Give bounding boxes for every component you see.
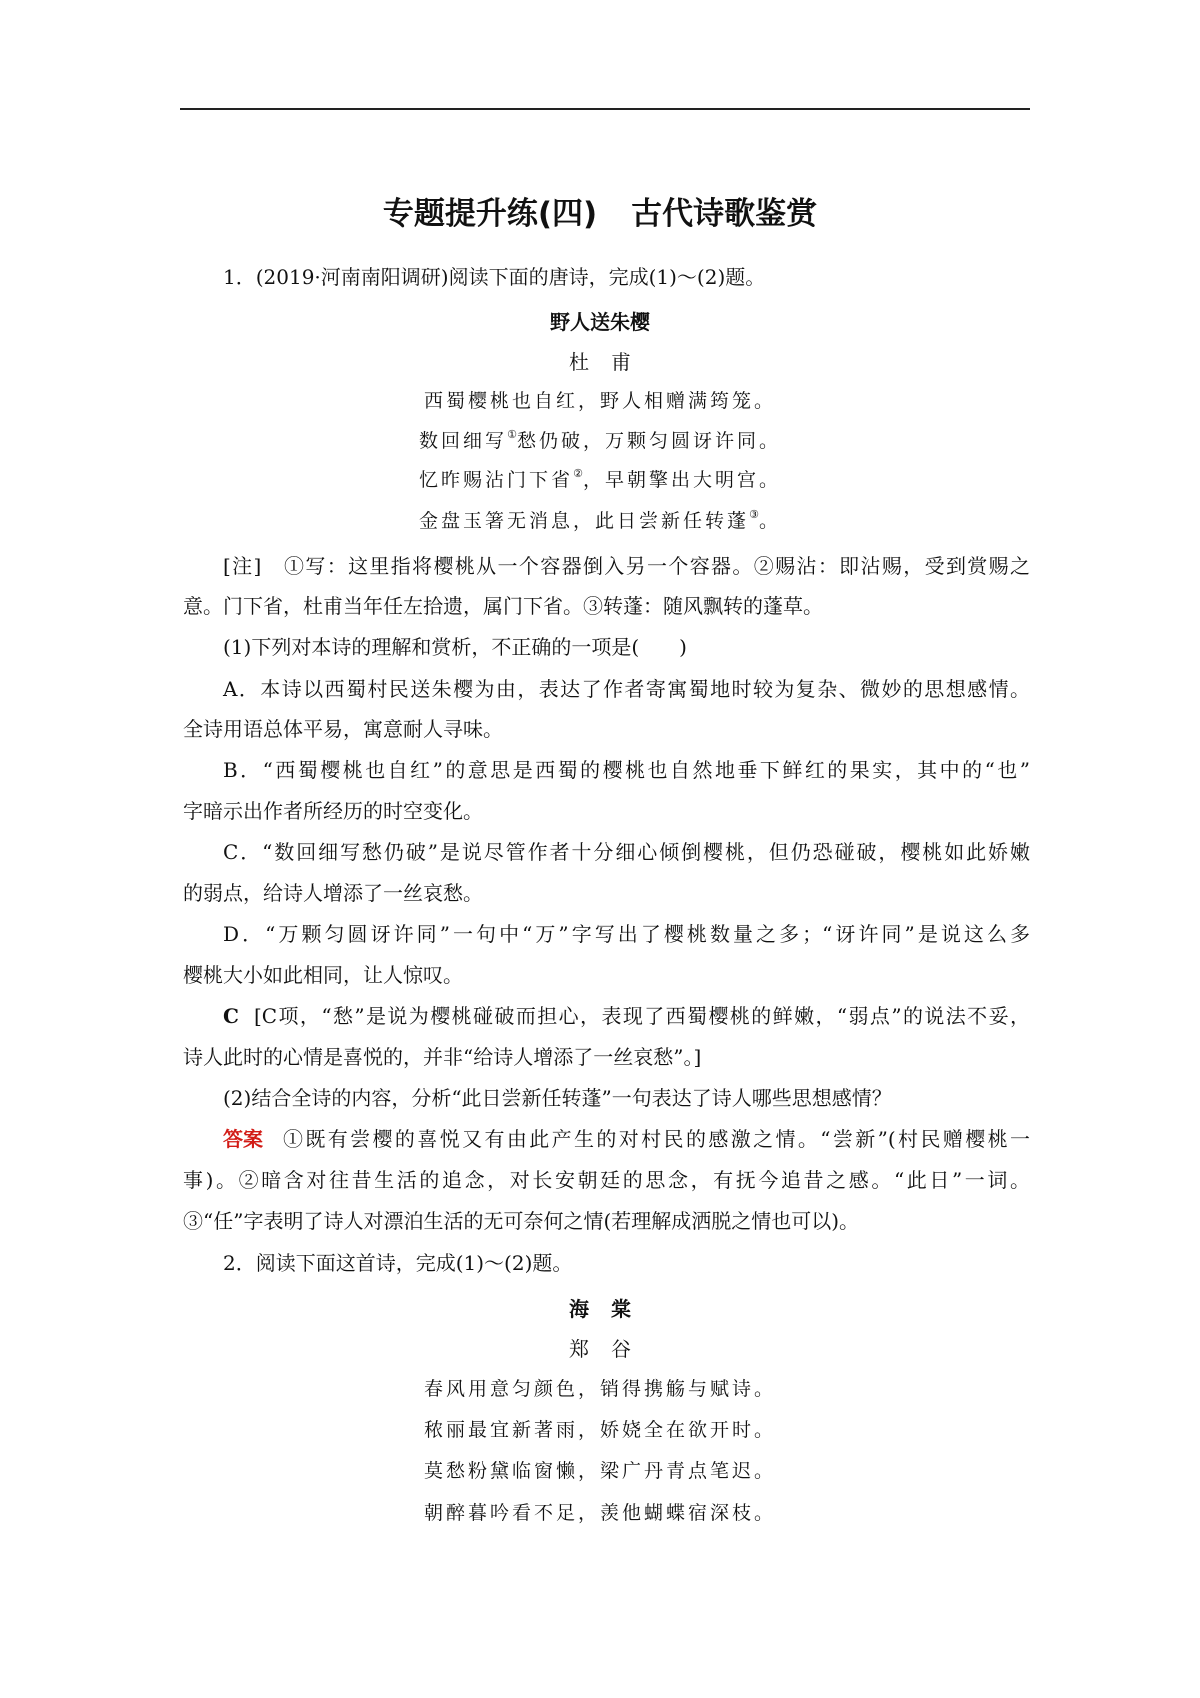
q1-answer-text: 事)。②暗含对往昔生活的追念，对长安朝廷的思念，有抚今追昔之感。“此日”一词。 bbox=[183, 1168, 1030, 1192]
footnote-marker: ③ bbox=[749, 508, 759, 521]
q1-note: 意。门下省，杜甫当年任左拾遗，属门下省。③转蓬：随风飘转的蓬草。 bbox=[183, 594, 823, 618]
q2-poem-line: 莫愁粉黛临窗懒，梁广丹青点笔迟。 bbox=[423, 1460, 776, 1482]
q2-poem-line: 春风用意匀颜色，销得携觞与赋诗。 bbox=[423, 1378, 776, 1400]
q1-answer-text: ①既有尝樱的喜悦又有由此产生的对村民的感激之情。“尝新”(村民赠樱桃一 bbox=[283, 1127, 1030, 1151]
answer-label: 答案 bbox=[223, 1127, 263, 1151]
q1-intro: 1．(2019·河南南阳调研)阅读下面的唐诗，完成(1)～(2)题。 bbox=[223, 265, 766, 289]
q2-poem-title: 海棠 bbox=[569, 1297, 653, 1321]
q1-poem-title: 野人送朱樱 bbox=[550, 310, 650, 334]
q1-option-b: 字暗示出作者所经历的时空变化。 bbox=[183, 799, 483, 823]
q1-poem-line: 西蜀樱桃也自红，野人相赠满筠笼。 bbox=[423, 390, 776, 412]
q1-poem-line: 数回细写①愁仍破，万颗匀圆讶许同。 bbox=[419, 428, 781, 452]
q1-option-b: B．“西蜀樱桃也自红”的意思是西蜀的樱桃也自然地垂下鲜红的果实，其中的“也” bbox=[223, 758, 1030, 782]
q1-poem-author: 杜甫 bbox=[569, 350, 653, 374]
q1-option-c: C．“数回细写愁仍破”是说尽管作者十分细心倾倒樱桃，但仍恐碰破，樱桃如此娇嫩 bbox=[223, 840, 1030, 864]
q1-sub1: (1)下列对本诗的理解和赏析，不正确的一项是( ) bbox=[223, 635, 687, 659]
q1-option-a: A．本诗以西蜀村民送朱樱为由，表达了作者寄寓蜀地时较为复杂、微妙的思想感情。 bbox=[223, 677, 1030, 701]
q1-option-d: 樱桃大小如此相同，让人惊叹。 bbox=[183, 963, 463, 987]
q1-answer-letter: C bbox=[223, 1004, 239, 1028]
q2-intro: 2．阅读下面这首诗，完成(1)～(2)题。 bbox=[223, 1251, 573, 1275]
q2-poem-line: 朝醉暮吟看不足，羡他蝴蝶宿深枝。 bbox=[423, 1502, 776, 1524]
q1-poem-line: 忆昨赐沾门下省②，早朝擎出大明宫。 bbox=[419, 467, 781, 491]
q1-option-c: 的弱点，给诗人增添了一丝哀愁。 bbox=[183, 881, 483, 905]
footnote-marker: ② bbox=[573, 467, 583, 480]
q1-note: [注] ①写：这里指将樱桃从一个容器倒入另一个容器。②赐沾：即沾赐，受到赏赐之 bbox=[223, 554, 1030, 578]
q1-sub2: (2)结合全诗的内容，分析“此日尝新任转蓬”一句表达了诗人哪些思想感情？ bbox=[223, 1086, 892, 1110]
q1-poem-line: 金盘玉箸无消息，此日尝新任转蓬③。 bbox=[419, 508, 781, 532]
q1-option-d: D．“万颗匀圆讶许同”一句中“万”字写出了樱桃数量之多；“讶许同”是说这么多 bbox=[223, 922, 1030, 946]
q1-option-a: 全诗用语总体平易，寓意耐人寻味。 bbox=[183, 717, 503, 741]
page-title: 专题提升练(四) 古代诗歌鉴赏 bbox=[382, 196, 818, 232]
q1-answer-explanation: [C项，“愁”是说为樱桃碰破而担心，表现了西蜀樱桃的鲜嫩，“弱点”的说法不妥， bbox=[254, 1004, 1030, 1028]
footnote-marker: ① bbox=[507, 428, 517, 441]
q1-answer-text: ③“任”字表明了诗人对漂泊生活的无可奈何之情(若理解成洒脱之情也可以)。 bbox=[183, 1209, 860, 1233]
q2-poem-author: 郑谷 bbox=[569, 1337, 653, 1361]
q1-answer-explanation: 诗人此时的心情是喜悦的，并非“给诗人增添了一丝哀愁”。] bbox=[183, 1045, 702, 1069]
header-rule bbox=[180, 108, 1030, 110]
q2-poem-line: 秾丽最宜新著雨，娇娆全在欲开时。 bbox=[423, 1419, 776, 1441]
